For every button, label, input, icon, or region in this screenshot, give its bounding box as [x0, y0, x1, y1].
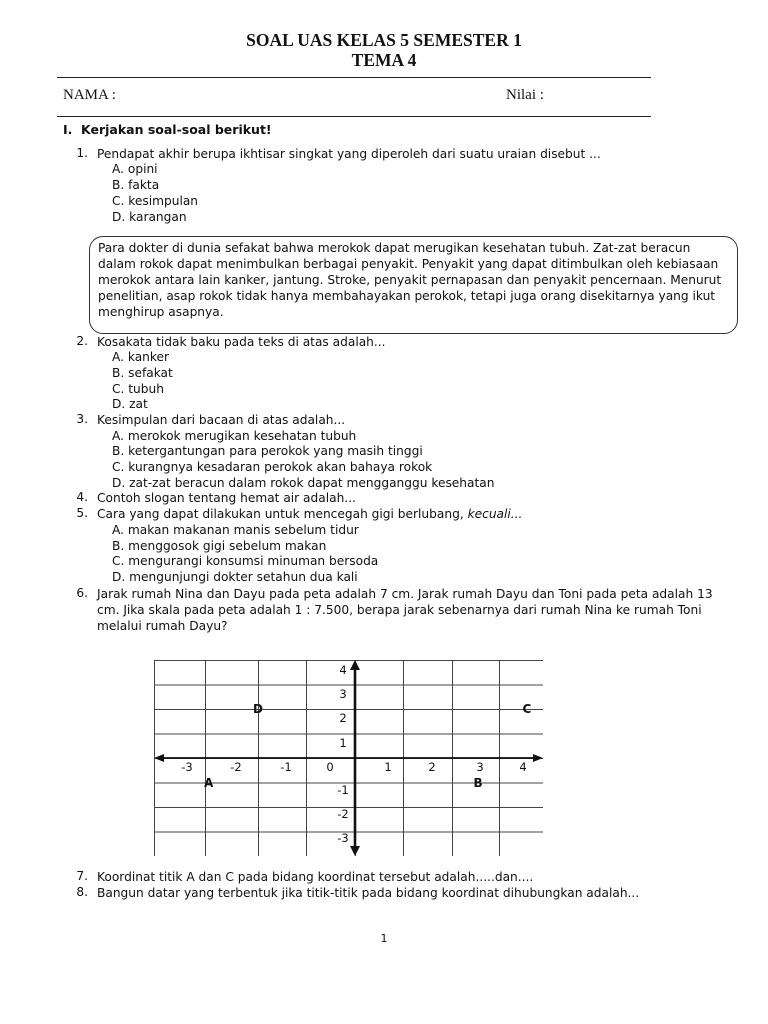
- option-c: C. kurangnya kesadaran perokok akan bahaya rokok: [112, 460, 433, 474]
- point-label-d: D: [253, 702, 263, 716]
- x-tick-label: 1: [384, 760, 392, 774]
- bottom-divider: [57, 116, 651, 117]
- question-text: Kesimpulan dari bacaan di atas adalah...: [97, 413, 346, 427]
- x-axis-arrow-right: [533, 754, 543, 762]
- option-d: D. karangan: [112, 210, 187, 224]
- question-text: Koordinat titik A dan C pada bidang koordinat tersebut adalah.....dan....: [97, 870, 534, 884]
- y-tick-label: 1: [339, 736, 347, 750]
- option-d: D. zat: [112, 397, 148, 411]
- x-axis-arrow-left: [154, 754, 164, 762]
- page-number: 1: [380, 932, 388, 945]
- coordinate-plane: [154, 660, 543, 856]
- passage-line: penelitian, asap rokok tidak hanya membahayakan perokok, tetapi juga orang disekitarnya yang ikut: [98, 289, 716, 303]
- question-number: 4.: [76, 490, 88, 504]
- passage-line: dalam rokok dapat menimbulkan berbagai penyakit. Penyakit yang dapat ditimbulkan oleh kebiasaan: [98, 257, 719, 271]
- question-number: 7.: [76, 869, 88, 883]
- y-tick-label: 4: [339, 663, 347, 677]
- x-tick-label: -2: [230, 760, 242, 774]
- x-tick-label: 0: [326, 760, 334, 774]
- x-tick-label: -3: [181, 760, 193, 774]
- name-label: NAMA :: [63, 87, 116, 103]
- question-number: 3.: [76, 412, 88, 426]
- question-text: Bangun datar yang terbentuk jika titik-titik pada bidang koordinat dihubungkan adalah...: [97, 886, 640, 900]
- question-text: Kosakata tidak baku pada teks di atas adalah...: [97, 335, 386, 349]
- point-label-c: C: [522, 702, 532, 716]
- option-c: C. kesimpulan: [112, 194, 199, 208]
- option-a: A. makan makanan manis sebelum tidur: [112, 523, 359, 537]
- x-tick-label: -1: [280, 760, 292, 774]
- point-label-a: A: [204, 775, 214, 790]
- question-text-italic: kecuali...: [467, 507, 523, 521]
- option-a: A. merokok merugikan kesehatan tubuh: [112, 429, 357, 443]
- reading-passage: [89, 236, 738, 334]
- passage-line: merokok antara lain kanker, jantung. Stroke, penyakit pernapasan dan penyakit pencernaan. Menurut: [98, 273, 722, 287]
- question-text-main: Cara yang dapat dilakukan untuk mencegah gigi berlubang,: [97, 507, 468, 521]
- option-d: D. zat-zat beracun dalam rokok dapat mengganggu kesehatan: [112, 476, 495, 490]
- option-c: C. tubuh: [112, 382, 164, 396]
- x-tick-label: 4: [519, 760, 527, 774]
- option-d: D. mengunjungi dokter setahun dua kali: [112, 570, 358, 584]
- page-title: SOAL UAS KELAS 5 SEMESTER 1: [246, 30, 522, 50]
- question-number: 5.: [76, 506, 88, 520]
- y-tick-label: -1: [337, 783, 349, 797]
- y-tick-label: 2: [339, 711, 347, 725]
- option-b: B. menggosok gigi sebelum makan: [112, 539, 327, 553]
- question-number: 8.: [76, 885, 88, 899]
- question-number: 1.: [76, 146, 88, 160]
- option-b: B. sefakat: [112, 366, 173, 380]
- question-text: Pendapat akhir berupa ikhtisar singkat yang diperoleh dari suatu uraian disebut ...: [97, 147, 601, 161]
- x-tick-label: 3: [476, 760, 484, 774]
- y-tick-label: -3: [337, 831, 349, 845]
- question-text: [97, 506, 522, 522]
- top-divider: [57, 77, 651, 78]
- page-subtitle: TEMA 4: [351, 50, 417, 70]
- passage-line: menghirup asapnya.: [98, 305, 224, 319]
- question-text-line: Jarak rumah Nina dan Dayu pada peta adalah 7 cm. Jarak rumah Dayu dan Toni pada peta adalah 13: [97, 587, 713, 601]
- y-axis-arrow-down: [350, 846, 360, 856]
- option-b: B. fakta: [112, 178, 160, 192]
- option-c: C. mengurangi konsumsi minuman bersoda: [112, 554, 379, 568]
- point-label-b: B: [473, 775, 483, 790]
- y-tick-label: -2: [337, 807, 349, 821]
- question-number: 6.: [76, 586, 88, 600]
- y-tick-label: 3: [339, 687, 347, 701]
- section-title: Kerjakan soal-soal berikut!: [81, 122, 272, 137]
- passage-line: Para dokter di dunia sefakat bahwa merokok dapat merugikan kesehatan tubuh. Zat-zat beracun: [98, 241, 691, 255]
- option-a: A. kanker: [112, 350, 170, 364]
- question-number: 2.: [76, 334, 88, 348]
- question-text: Contoh slogan tentang hemat air adalah...: [97, 491, 356, 505]
- question-text-line: melalui rumah Dayu?: [97, 619, 228, 633]
- option-b: B. ketergantungan para perokok yang masih tinggi: [112, 444, 423, 458]
- section-number: I.: [63, 122, 73, 137]
- option-a: A. opini: [112, 162, 158, 176]
- score-label: Nilai :: [506, 87, 544, 103]
- question-text-line: cm. Jika skala pada peta adalah 1 : 7.500, berapa jarak sebenarnya dari rumah Nina ke rumah Toni: [97, 603, 702, 617]
- x-tick-label: 2: [428, 760, 436, 774]
